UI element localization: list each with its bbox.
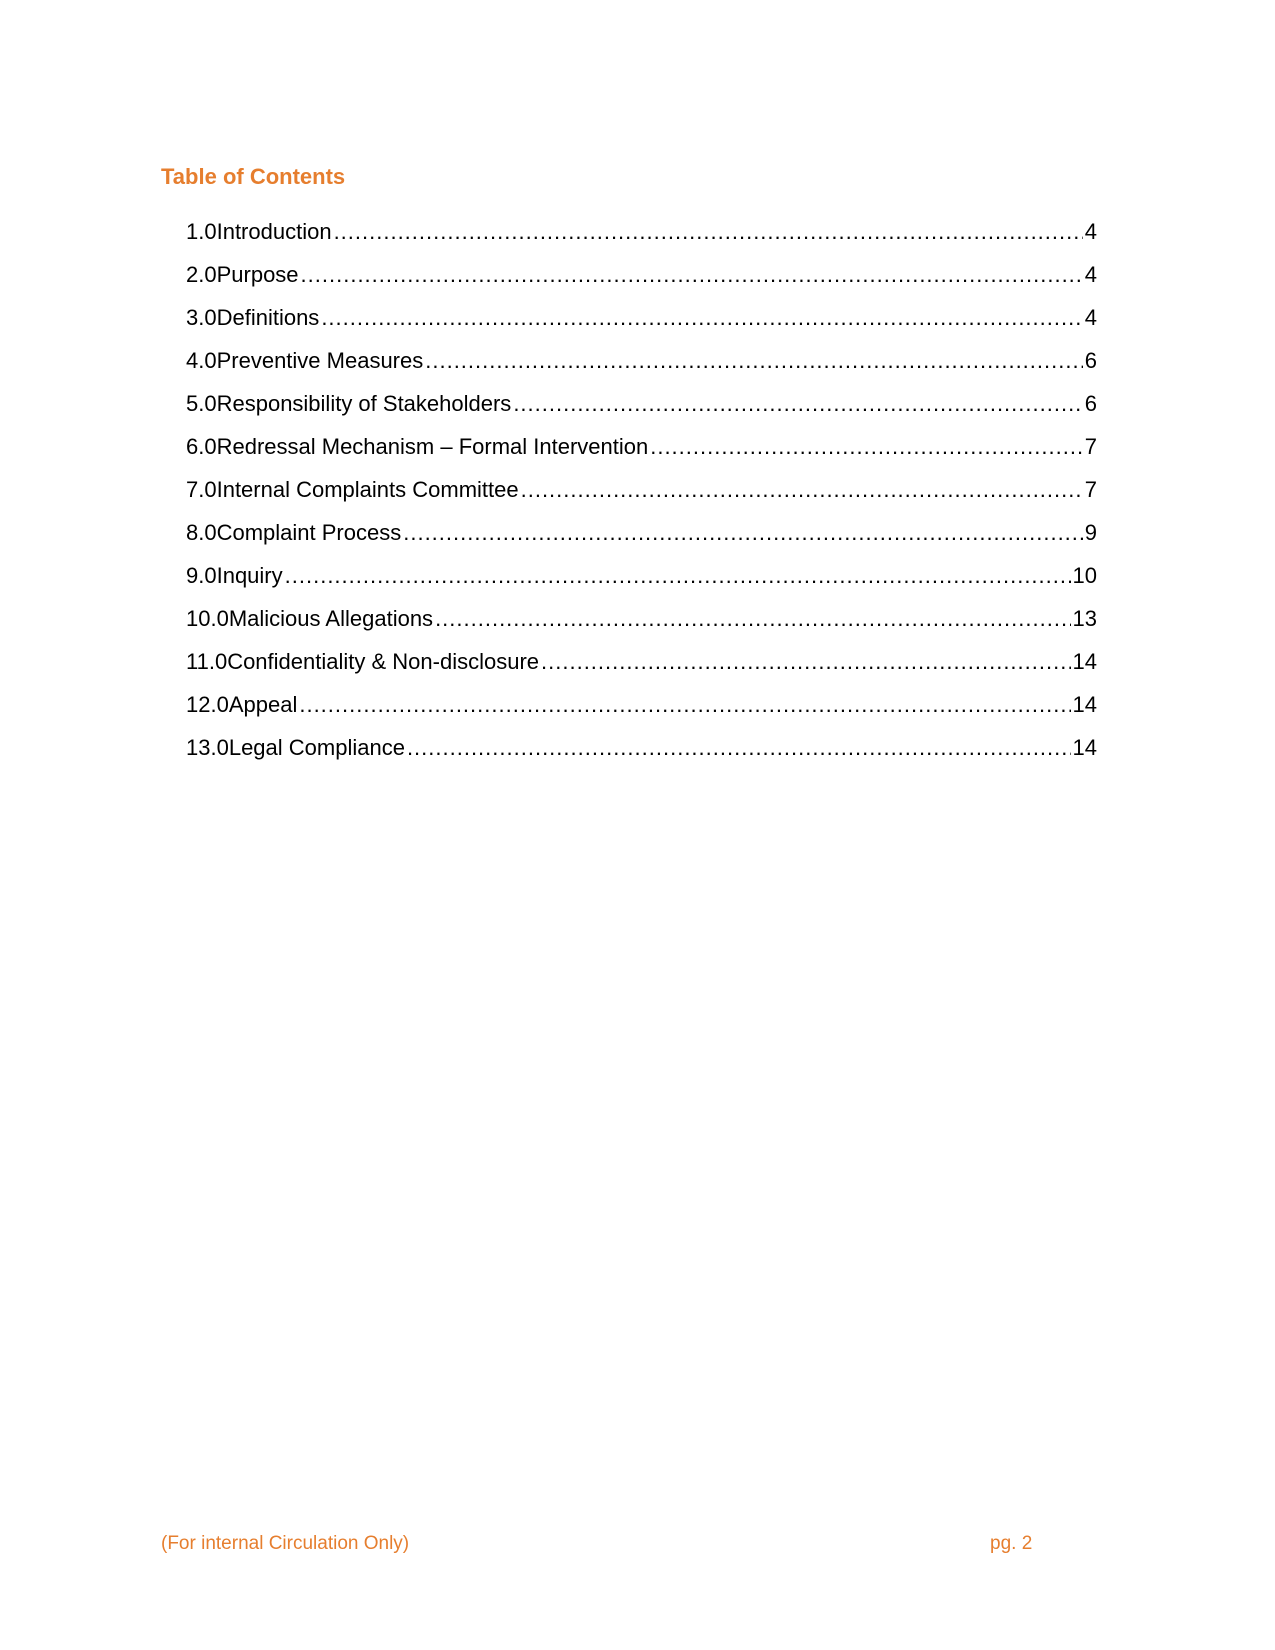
toc-leader-dots	[299, 687, 1070, 723]
toc-entry-label: Legal Compliance	[228, 735, 405, 760]
toc-entry-number: 8.0	[186, 520, 217, 545]
toc-leader-dots	[513, 386, 1082, 422]
toc-entry-page: 9	[1084, 520, 1097, 545]
toc-leader-dots	[321, 300, 1082, 336]
toc-entry-page: 14	[1072, 692, 1097, 717]
toc-entry-number: 13.0	[186, 735, 229, 760]
toc-entry-page: 6	[1084, 391, 1097, 416]
toc-entry[interactable]	[186, 601, 1097, 644]
toc-entry-label: Appeal	[228, 692, 298, 717]
toc-entry-page: 6	[1084, 348, 1097, 373]
toc-entry-label: Internal Complaints Committee	[216, 477, 519, 502]
toc-entry-label: Preventive Measures	[216, 348, 424, 373]
toc-entry-number: 2.0	[186, 262, 217, 287]
toc-entry-label: Complaint Process	[216, 520, 402, 545]
toc-leader-dots	[650, 429, 1083, 465]
toc-entry-number: 9.0	[186, 563, 217, 588]
toc-entry-label: Redressal Mechanism – Formal Intervention	[216, 434, 649, 459]
toc-list	[186, 214, 1097, 773]
toc-entry-number: 7.0	[186, 477, 217, 502]
toc-entry-number: 1.0	[186, 219, 217, 244]
toc-entry-page: 14	[1072, 649, 1097, 674]
toc-entry[interactable]	[186, 730, 1097, 773]
toc-entry-number: 6.0	[186, 434, 217, 459]
toc-entry-page: 4	[1084, 262, 1097, 287]
toc-entry[interactable]	[186, 472, 1097, 515]
toc-leader-dots	[301, 257, 1083, 293]
toc-entry-label: Definitions	[216, 305, 320, 330]
toc-entry[interactable]	[186, 687, 1097, 730]
toc-leader-dots	[425, 343, 1083, 379]
toc-leader-dots	[334, 214, 1083, 250]
toc-entry-label: Purpose	[216, 262, 299, 287]
toc-leader-dots	[407, 730, 1071, 766]
toc-entry[interactable]	[186, 343, 1097, 386]
toc-leader-dots	[435, 601, 1070, 637]
toc-entry-number: 4.0	[186, 348, 217, 373]
toc-entry-label: Confidentiality & Non-disclosure	[227, 649, 540, 674]
toc-entry[interactable]	[186, 429, 1097, 472]
toc-entry-page: 4	[1084, 219, 1097, 244]
toc-entry[interactable]	[186, 214, 1097, 257]
toc-entry[interactable]	[186, 558, 1097, 601]
toc-leader-dots	[541, 644, 1071, 680]
toc-entry-number: 10.0	[186, 606, 229, 631]
toc-entry-page: 10	[1072, 563, 1097, 588]
toc-leader-dots	[521, 472, 1083, 508]
toc-entry-number: 5.0	[186, 391, 217, 416]
toc-title: Table of Contents	[161, 164, 346, 189]
toc-entry-page: 4	[1084, 305, 1097, 330]
toc-entry[interactable]	[186, 515, 1097, 558]
toc-entry-number: 3.0	[186, 305, 217, 330]
toc-entry[interactable]	[186, 644, 1097, 687]
toc-entry-page: 14	[1072, 735, 1097, 760]
toc-entry-label: Responsibility of Stakeholders	[216, 391, 512, 416]
footer-page-number: pg. 2	[990, 1533, 1033, 1554]
toc-entry-page: 7	[1084, 434, 1097, 459]
footer-circulation-note: (For internal Circulation Only)	[161, 1533, 410, 1554]
toc-entry-page: 7	[1084, 477, 1097, 502]
toc-entry-label: Inquiry	[216, 563, 283, 588]
toc-entry[interactable]	[186, 300, 1097, 343]
toc-entry-number: 12.0	[186, 692, 229, 717]
toc-entry[interactable]	[186, 386, 1097, 429]
toc-entry[interactable]	[186, 257, 1097, 300]
toc-entry-label: Introduction	[216, 219, 332, 244]
toc-entry-number: 11.0	[186, 649, 228, 674]
toc-leader-dots	[285, 558, 1071, 594]
toc-leader-dots	[403, 515, 1083, 551]
toc-entry-label: Malicious Allegations	[228, 606, 434, 631]
toc-entry-page: 13	[1072, 606, 1097, 631]
